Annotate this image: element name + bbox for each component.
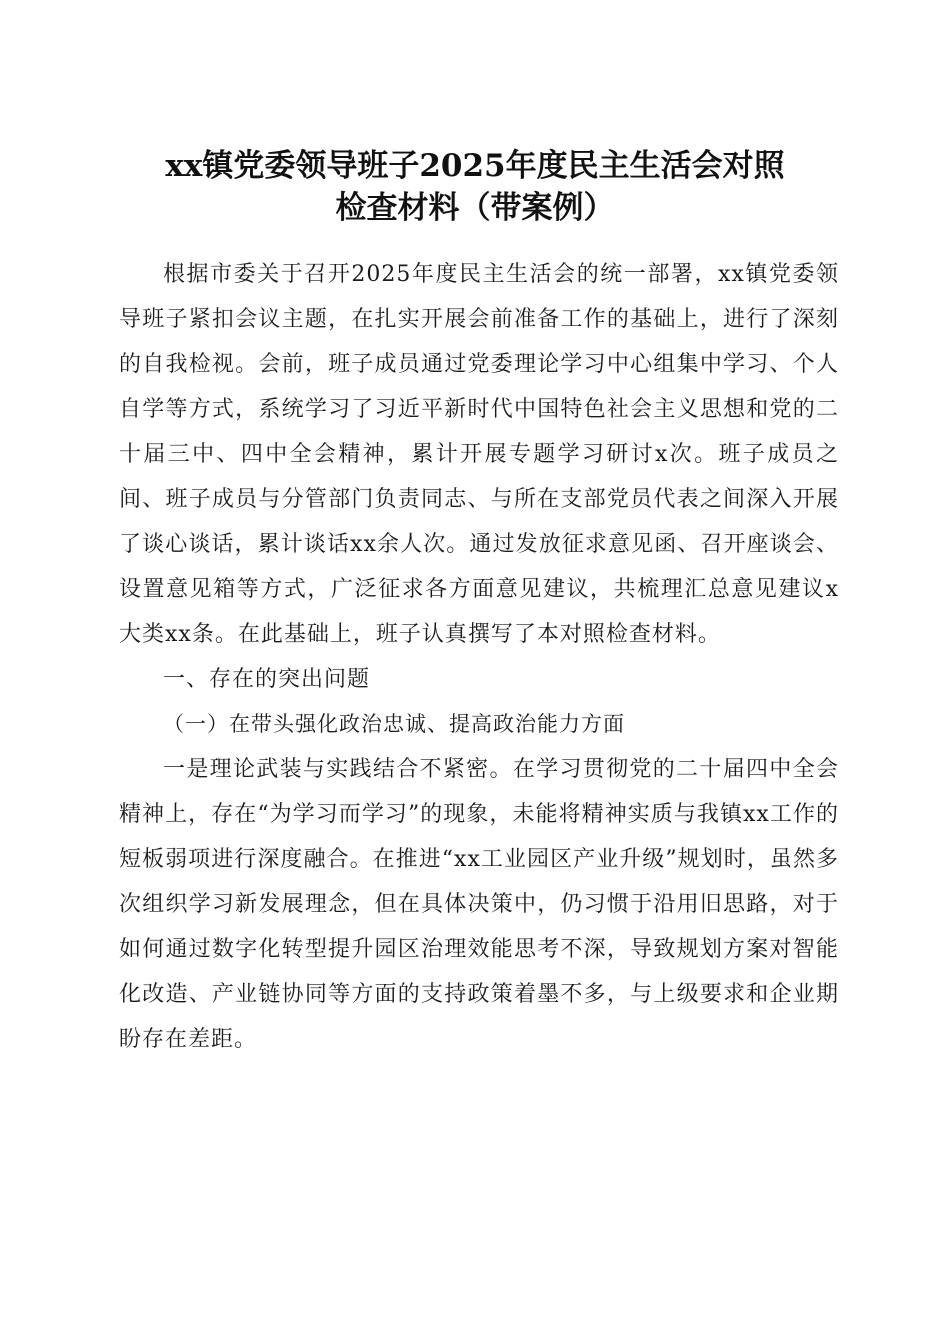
- subsection-heading: （一）在带头强化政治忠诚、提高政治能力方面: [163, 712, 625, 736]
- point-paragraph: [119, 747, 839, 1062]
- document-title-line-2-text: 检查材料（带案例）: [335, 190, 615, 226]
- document-title-line-2: [60, 182, 890, 227]
- document-body: [119, 252, 839, 1062]
- point-lead: 一是理论武装与实践结合不紧密。: [163, 757, 513, 782]
- document-title-line-1: xx镇党委领导班子2025年度民主生活会对照: [165, 148, 785, 184]
- intro-paragraph: 根据市委关于召开2025年度民主生活会的统一部署，xx镇党委领导班子紧扣会议主题，在扎实开展会前准备工作的基础上，进行了深刻的自我检视。会前，班子成员通过党委理论学习中心组集中学习、个人自学等方式，系统学习了习近平新时代中国特色社会主义思想和党的二十届三中、四中全会精神，累计开展专题学习研讨x次。班子成员之间、班子成员与分管部门负责同志、与所在支部党员代表之间深入开展了谈心谈话，累计谈话xx余人次。通过发放征求意见函、召开座谈会、设置意见箱等方式，广泛征求各方面意见建议，共梳理汇总意见建议x大类xx条。在此基础上，班子认真撰写了本对照检查材料。: [119, 262, 839, 647]
- section-heading: 一、存在的突出问题: [163, 667, 371, 692]
- point-body: 在学习贯彻党的二十届四中全会精神上，存在“为学习而学习”的现象，未能将精神实质与我镇xx工作的短板弱项进行深度融合。在推进“xx工业园区产业升级”规划时，虽然多次组织学习新发展理念，但在具体决策中，仍习惯于沿用旧思路，对于如何通过数字化转型提升园区治理效能思考不深，导致规划方案对智能化改造、产业链协同等方面的支持政策着墨不多，与上级要求和企业期盼存在差距。: [119, 757, 839, 1052]
